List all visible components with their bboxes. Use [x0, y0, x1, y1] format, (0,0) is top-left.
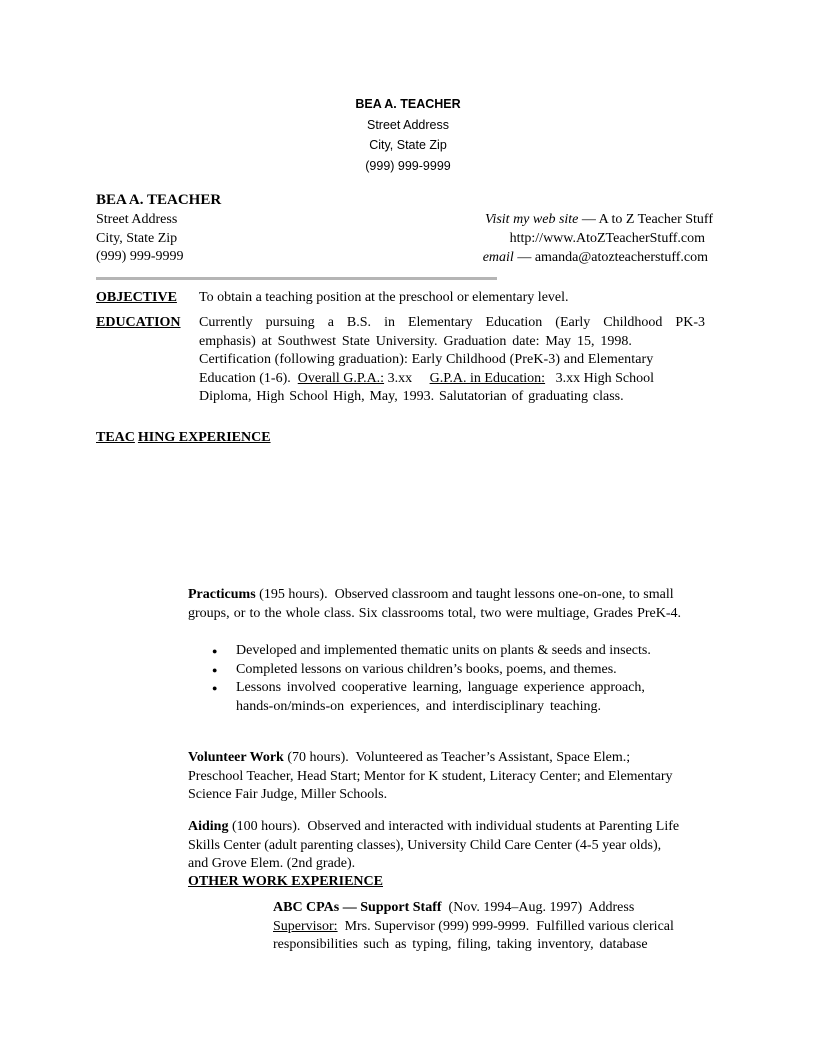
email-sep: — — [513, 250, 535, 265]
aiding-text: (100 hours). Observed and interacted with individual students at Parenting Life — [228, 819, 680, 834]
volunteer-line: Preschool Teacher, Head Start; Mentor for K student, Literacy Center; and Elementary — [188, 768, 673, 784]
aiding-line: Skills Center (adult parenting classes), University Child Care Center (4-5 year olds), — [188, 837, 662, 853]
other-work-heading: OTHER WORK EXPERIENCE — [188, 874, 383, 889]
header-name: BEA A. TEACHER — [355, 97, 461, 111]
email-line — [483, 249, 708, 268]
education-line: Certification (following graduation): Early Childhood (PreK-3) and Elementary — [199, 352, 654, 367]
aiding-line — [188, 818, 733, 837]
volunteer-block — [188, 749, 733, 805]
supervisor-label: Supervisor: — [273, 918, 338, 934]
supervisor-line — [273, 918, 713, 937]
contact-phone: (999) 999-9999 — [96, 249, 184, 264]
job-line — [273, 899, 713, 918]
teaching-heading — [96, 429, 271, 448]
practicums-line — [188, 586, 733, 605]
practicums-bullets — [188, 642, 708, 716]
supervisor-text: Mrs. Supervisor (999) 999-9999. Fulfilled various clerical — [337, 918, 674, 934]
volunteer-text: (70 hours). Volunteered as Teacher’s Assistant, Space Elem.; — [283, 750, 631, 765]
other-work-block — [273, 899, 713, 955]
education-line-gpa — [199, 370, 705, 389]
web-name: A to Z Teacher Stuff — [598, 212, 713, 227]
volunteer-line — [188, 749, 733, 768]
bullet-icon: ● — [212, 664, 218, 675]
education-line: Currently pursuing a B.S. in Elementary Education (Early Childhood PK-3 — [199, 315, 705, 330]
web-url[interactable]: http://www.AtoZTeacherStuff.com — [509, 231, 705, 246]
practicums-title: Practicums — [188, 587, 256, 602]
practicums-text: (195 hours). Observed classroom and taught lessons one-on-one, to small — [255, 587, 674, 602]
volunteer-title: Volunteer Work — [188, 750, 284, 765]
contact-city: City, State Zip — [96, 231, 178, 246]
education-text-a: Education (1-6). — [199, 370, 298, 386]
email-address[interactable]: amanda@atozteacherstuff.com — [534, 250, 708, 265]
teaching-heading-b: HING EXPERIENCE — [137, 430, 271, 445]
bullet-text: Completed lessons on various children’s books, poems, and themes. — [236, 661, 617, 677]
list-item-continued — [188, 698, 708, 717]
education-text — [199, 314, 705, 407]
bullet-text: hands-on/minds-on experiences, and interdisciplinary teaching. — [236, 698, 601, 714]
job-title: ABC CPAs — Support Staff — [273, 900, 442, 915]
list-item — [188, 642, 708, 661]
bullet-icon: ● — [212, 646, 218, 656]
volunteer-line: Science Fair Judge, Miller Schools. — [188, 787, 388, 802]
list-item — [188, 661, 708, 680]
job-line: responsibilities such as typing, filing, taking inventory, database — [273, 937, 648, 952]
web-sep: — — [578, 212, 599, 227]
contact-street: Street Address — [96, 212, 178, 227]
header-phone: (999) 999-9999 — [365, 159, 451, 173]
education-line: Diploma, High School High, May, 1993. Salutatorian of graduating class. — [199, 389, 624, 404]
objective-heading: OBJECTIVE — [96, 290, 177, 305]
practicums-block — [188, 586, 733, 623]
teaching-heading-a: TEAC — [96, 430, 135, 445]
education-text-c: 3.xx High School — [545, 370, 654, 386]
bullet-icon: ● — [212, 683, 218, 693]
web-site-line — [485, 211, 713, 230]
bullet-text: Lessons involved cooperative learning, language experience approach, — [236, 680, 645, 695]
education-heading: EDUCATION — [96, 315, 181, 330]
aiding-block — [188, 818, 733, 874]
contact-name: BEA A. TEACHER — [96, 192, 222, 208]
bullet-text: Developed and implemented thematic units on plants & seeds and insects. — [236, 643, 651, 658]
aiding-title: Aiding — [188, 819, 229, 834]
objective-text: To obtain a teaching position at the preschool or elementary level. — [199, 290, 569, 305]
job-dates: (Nov. 1994–Aug. 1997) Address — [441, 900, 635, 915]
list-item — [188, 679, 708, 698]
divider-rule — [96, 277, 497, 280]
aiding-line: and Grove Elem. (2nd grade). — [188, 856, 356, 871]
education-text-b: 3.xx — [384, 370, 430, 386]
header-city: City, State Zip — [369, 138, 447, 152]
web-label: Visit my web site — [484, 212, 579, 227]
practicums-line: groups, or to the whole class. Six classrooms total, two were multiage, Grades PreK-4. — [188, 605, 682, 621]
email-label: email — [482, 250, 514, 265]
education-gpa-label: G.P.A. in Education: — [429, 370, 546, 386]
education-line: emphasis) at Southwest State University. Graduation date: May 15, 1998. — [199, 333, 632, 349]
overall-gpa-label: Overall G.P.A.: — [297, 370, 385, 386]
header-street: Street Address — [367, 118, 449, 132]
